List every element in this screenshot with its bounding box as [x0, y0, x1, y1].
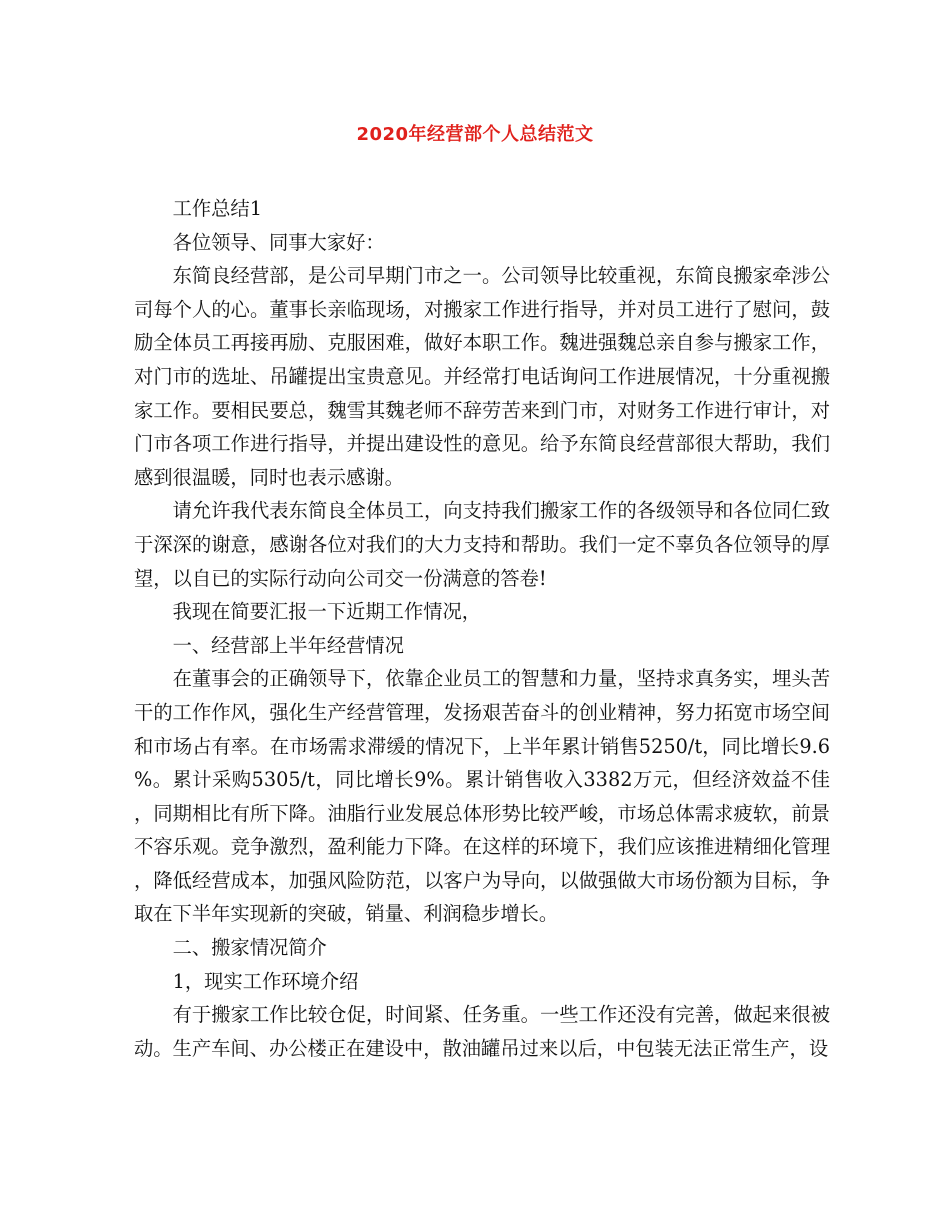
paragraph-introduction: 东简良经营部，是公司早期门市之一。公司领导比较重视，东简良搬家牵涉公司每个人的心。董事长亲临现场，对搬家工作进行指导，并对员工进行了慰问，鼓励全体员工再接再励、克服困难，做好本职工作。魏进强魏总亲自参与搬家工作，对门市的选址、吊罐提出宝贵意见。并经常打电话询问工作进展情况，十分重视搬家工作。要相民要总，魏雪其魏老师不辞劳苦来到门市，对财务工作进行审计，对门市各项工作进行指导，并提出建设性的意见。给予东简良经营部很大帮助，我们感到很温暖，同时也表示感谢。 — [134, 264, 830, 489]
document-body — [134, 192, 830, 1065]
section-heading-operations: 一、经营部上半年经营情况 — [172, 633, 404, 657]
paragraph-thanks: 请允许我代表东简良全体员工，向支持我们搬家工作的各级领导和各位同仁致于深深的谢意，感谢各位对我们的大力支持和帮助。我们一定不辜负各位领导的厚望，以自已的实际行动向公司交一份满意的答卷! — [134, 499, 830, 590]
paragraph-report-intro: 我现在简要汇报一下近期工作情况， — [172, 600, 482, 624]
subsection-heading-environment: 1，现实工作环境介绍 — [172, 969, 359, 993]
document-title: 2020年经营部个人总结范文 — [356, 124, 594, 145]
paragraph-greeting: 各位领导、同事大家好： — [172, 230, 385, 254]
section-heading-relocation: 二、搬家情况简介 — [172, 936, 327, 960]
paragraph-environment: 有于搬家工作比较仓促，时间紧、任务重。一些工作还没有完善，做起来很被动。生产车间、办公楼正在建设中，散油罐吊过来以后，中包装无法正常生产，设 — [134, 1003, 830, 1060]
paragraph-heading-summary: 工作总结1 — [172, 197, 262, 220]
paragraph-operations: 在董事会的正确领导下，依靠企业员工的智慧和力量，坚持求真务实，埋头苦干的工作作风，强化生产经营管理，发扬艰苦奋斗的创业精神，努力拓宽市场空间和市场占有率。在市场需求滞缓的情况下，上半年累计销售5250/t，同比增长9.6%。累计采购5305/t，同比增长9%。累计销售收入3382万元，但经济效益不佳，同期相比有所下降。油脂行业发展总体形势比较严峻，市场总体需求疲软，前景不容乐观。竞争激烈，盈利能力下降。在这样的环境下，我们应该推进精细化管理，降低经营成本，加强风险防范，以客户为导向，以做强做大市场份额为目标，争取在下半年实现新的突破，销量、利润稳步增长。 — [134, 667, 830, 926]
